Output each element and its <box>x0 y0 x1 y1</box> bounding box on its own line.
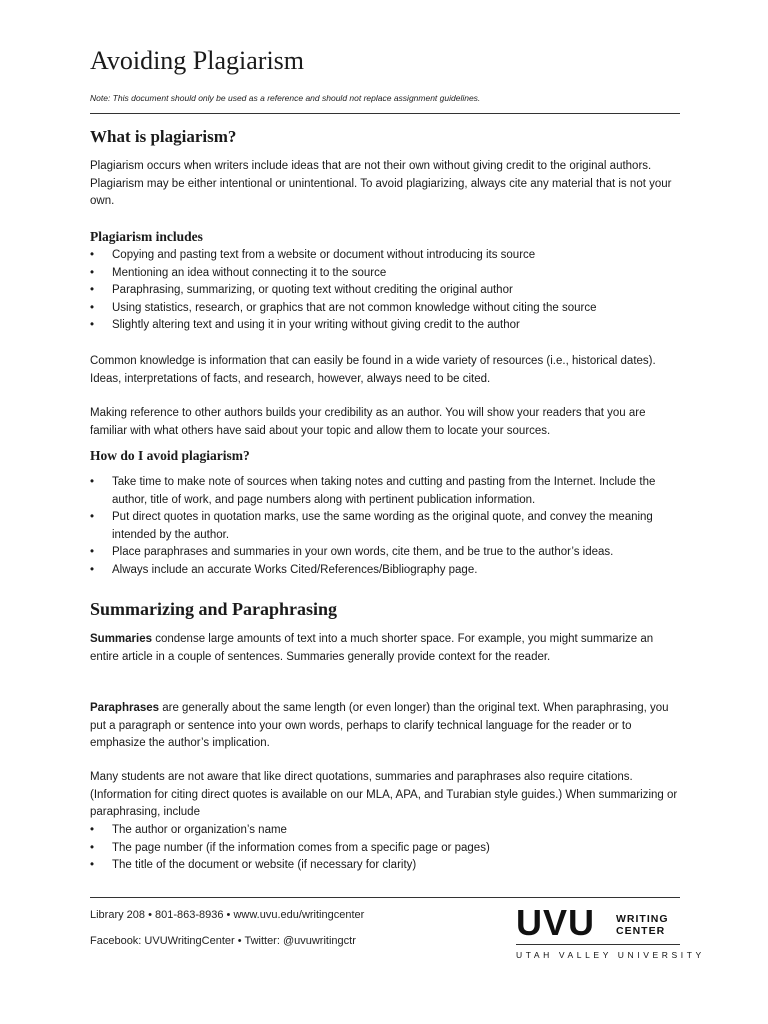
plagiarism-includes-list <box>90 247 680 335</box>
footer-contact-line: Library 208 • 801-863-8936 • www.uvu.edu/writingcenter <box>90 909 365 921</box>
credibility-paragraph: Making reference to other authors builds your credibility as an author. You will show your readers that you are familiar with what others have said about your topic and allow them to locate your sources. <box>90 407 646 437</box>
summaries-paragraph: Summaries condense large amounts of text into a much shorter space. For example, you might summarize an entire article in a couple of sentences. Summaries generally provide context for the reader. <box>90 633 654 663</box>
footer-social-line: Facebook: UVUWritingCenter • Twitter: @uvuwritingctr <box>90 935 356 947</box>
bullet-icon: • <box>90 546 95 558</box>
summaries-term: Summaries <box>90 633 153 645</box>
list-item: • Slightly altering text and using it in your writing without giving credit to the author <box>90 317 680 335</box>
list-item: • Put direct quotes in quotation marks, use the same wording as the original quote, and convey the meaning intended by the author. <box>90 511 653 541</box>
logo-divider <box>516 944 680 945</box>
common-knowledge-paragraph: Common knowledge is information that can easily be found in a wide variety of resources (i.e., historical dates). Ideas, interpretations of facts, and research, however, always need to be cited. <box>90 355 656 385</box>
list-item: • Place paraphrases and summaries in your own words, cite them, and be true to the author’s ideas. <box>90 544 680 562</box>
bullet-icon: • <box>90 476 95 488</box>
list-item: • The author or organization’s name <box>90 822 680 840</box>
logo-writing-center-label: WRITING CENTER <box>616 913 669 937</box>
logo-university-name: UTAH VALLEY UNIVERSITY <box>516 950 705 960</box>
bullet-icon: • <box>90 266 95 279</box>
bullet-icon: • <box>90 511 95 523</box>
citation-include-list <box>90 822 680 875</box>
list-item: • Copying and pasting text from a website or document without introducing its source <box>90 247 680 265</box>
bullet-icon: • <box>90 249 95 261</box>
list-item: • The page number (if the information comes from a specific page or pages) <box>90 840 680 858</box>
header-divider <box>90 113 680 114</box>
list-item: • Always include an accurate Works Cited/References/Bibliography page. <box>90 562 680 580</box>
avoid-plagiarism-list <box>90 474 680 579</box>
list-item: • Take time to make note of sources when taking notes and cutting and pasting from the Internet. Include the author, title of work, and page numbers along with pertinent publication information. <box>90 476 656 506</box>
paraphrases-term: Paraphrases <box>90 702 160 714</box>
bullet-icon: • <box>90 859 95 871</box>
bullet-icon: • <box>90 284 95 296</box>
list-item: • The title of the document or website (if necessary for clarity) <box>90 857 680 875</box>
list-item: • Using statistics, research, or graphics that are not common knowledge without citing the source <box>90 300 680 318</box>
bullet-icon: • <box>90 301 95 314</box>
document-title: Avoiding Plagiarism <box>90 46 305 75</box>
list-item: • Mentioning an idea without connecting it to the source <box>90 265 680 283</box>
list-item: • Paraphrasing, summarizing, or quoting text without crediting the original author <box>90 282 680 300</box>
bullet-icon: • <box>90 563 95 576</box>
bullet-icon: • <box>90 824 95 836</box>
section-heading-summarizing-paraphrasing: Summarizing and Paraphrasing <box>90 599 338 619</box>
section-heading-what-is-plagiarism: What is plagiarism? <box>90 127 237 146</box>
subheading-plagiarism-includes: Plagiarism includes <box>90 229 203 244</box>
bullet-icon: • <box>90 319 95 331</box>
usage-note: Note: This document should only be used as a reference and should not replace assignment guidelines. <box>90 93 481 103</box>
footer-divider <box>90 897 680 898</box>
uvu-logo-mark: UVU <box>516 902 596 943</box>
uvu-writing-center-logo <box>516 902 705 965</box>
citations-paragraph: Many students are not aware that like direct quotations, summaries and paraphrases also require citations. (Information for citing direct quotes is available on our MLA, APA, and Turabian style guides.) When summarizing or paraphrasing, include <box>90 771 678 818</box>
bullet-icon: • <box>90 841 95 854</box>
intro-paragraph: Plagiarism occurs when writers include ideas that are not their own without giving credit to the original authors. Plagiarism may be either intentional or unintentional. To avoid plagiarizing, always cite any material that is not your own. <box>90 160 672 207</box>
paraphrases-paragraph: Paraphrases are generally about the same length (or even longer) than the original text. When paraphrasing, you put a paragraph or sentence into your own words, perhaps to clarify technical language for the reader or to emphasize the author’s implication. <box>90 702 669 749</box>
section-heading-how-to-avoid: How do I avoid plagiarism? <box>90 448 250 463</box>
